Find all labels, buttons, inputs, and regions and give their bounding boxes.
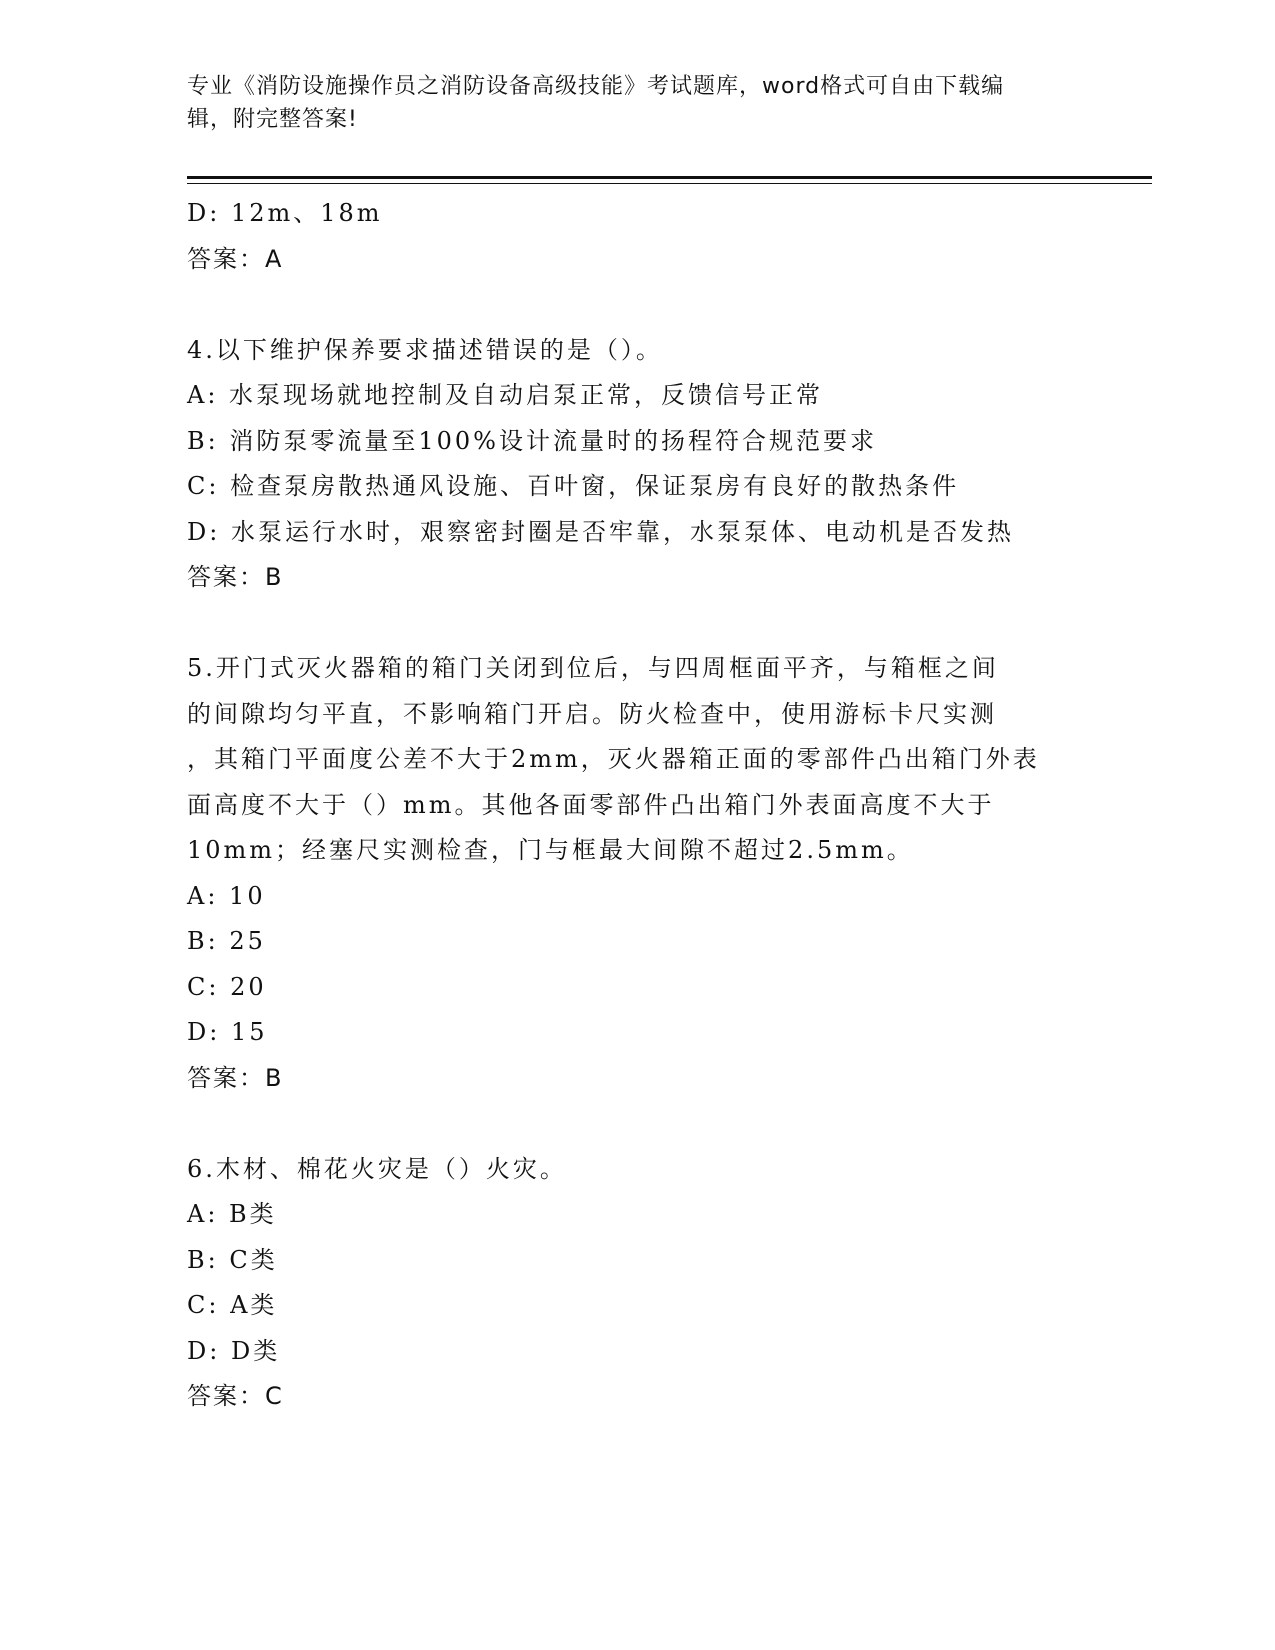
header-line-2: 辑，附完整答案! — [187, 107, 358, 132]
answer-line: 答案：A — [187, 244, 284, 273]
header-divider-thick — [187, 176, 1152, 179]
option-d: D: D类 — [187, 1336, 281, 1365]
answer-line: 答案：B — [187, 1063, 284, 1092]
option-d: D: 12m、18m — [187, 199, 383, 227]
option-b: B: 消防泵零流量至100%设计流量时的扬程符合规范要求 — [187, 426, 877, 455]
question-stem-line-5: 10mm；经塞尺实测检查，门与框最大间隙不超过2.5mm。 — [187, 836, 914, 864]
option-c: C: 20 — [187, 972, 267, 1001]
question-stem-line-2: 的间隙均匀平直，不影响箱门开启。防火检查中，使用游标卡尺实测 — [187, 699, 997, 728]
header-divider-thin — [187, 183, 1152, 184]
question-stem: 6.木材、棉花火灾是（）火灾。 — [187, 1154, 567, 1183]
question-4 — [187, 328, 1087, 601]
answer-line: 答案：C — [187, 1382, 284, 1410]
question-5 — [187, 646, 1087, 1101]
question-stem: 4.以下维护保养要求描述错误的是（）。 — [187, 335, 663, 364]
header-line-1: 专业《消防设施操作员之消防设备高级技能》考试题库，word格式可自由下载编 — [187, 74, 1005, 99]
option-c: C: 检查泵房散热通风设施、百叶窗，保证泵房有良好的散热条件 — [187, 472, 960, 500]
option-b: B: C类 — [187, 1245, 278, 1274]
question-spacer — [187, 601, 1087, 647]
option-a: A: 10 — [187, 881, 266, 910]
question-6 — [187, 1147, 1087, 1420]
previous-question-tail — [187, 191, 1087, 282]
option-d: D: 15 — [187, 1018, 268, 1046]
question-stem-line-1: 5.开门式灭火器箱的箱门关闭到位后，与四周框面平齐，与箱框之间 — [187, 654, 999, 682]
document-header — [187, 70, 1067, 136]
option-d: D: 水泵运行水时，艰察密封圈是否牢靠，水泵泵体、电动机是否发热 — [187, 517, 1014, 546]
option-a: A: B类 — [187, 1200, 277, 1228]
question-stem-line-3: ，其箱门平面度公差不大于2mm，灭火器箱正面的零部件凸出箱门外表 — [187, 745, 1040, 773]
question-stem-line-4: 面高度不大于（）mm。其他各面零部件凸出箱门外表面高度不大于 — [187, 790, 995, 819]
option-c: C: A类 — [187, 1291, 278, 1319]
option-b: B: 25 — [187, 927, 266, 955]
question-list — [187, 191, 1087, 1420]
question-spacer — [187, 1101, 1087, 1147]
answer-line: 答案：B — [187, 563, 284, 591]
question-spacer — [187, 282, 1087, 328]
option-a: A: 水泵现场就地控制及自动启泵正常，反馈信号正常 — [187, 381, 824, 409]
